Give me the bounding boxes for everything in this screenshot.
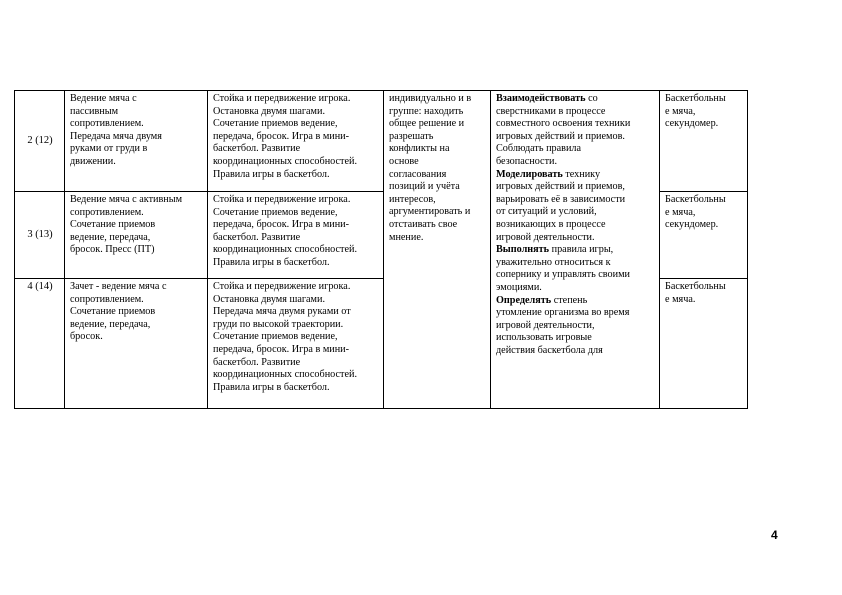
activity-line: Соблюдать правила (496, 143, 582, 155)
activity-line: Взаимодействовать со (496, 93, 598, 104)
basic-content-cell (208, 279, 384, 409)
equipment-cell (660, 91, 748, 192)
lesson-number-cell (15, 192, 65, 279)
basic-line: Стойка и передвижение игрока. (213, 194, 351, 205)
equipment-line: е мяча, (665, 105, 696, 117)
equipment-cell (660, 192, 748, 279)
activity-line: игровых действий и приемов, (496, 181, 625, 193)
basic-line: груди по высокой траектории. (213, 318, 344, 330)
communicative-uud-cell (384, 91, 491, 409)
lesson-number: 2 (12) (27, 134, 53, 146)
equipment-line: Баскетбольны (665, 93, 726, 104)
lesson-number: 4 (14) (27, 281, 53, 292)
lesson-number: 3 (13) (27, 228, 53, 240)
basic-line: координационных способностей. (213, 369, 357, 381)
basic-content-cell (208, 192, 384, 279)
activity-line: утомление организма во время (496, 307, 630, 319)
content-line: Ведение мяча с активным (70, 194, 183, 205)
communicative-line: общее решение и (389, 118, 465, 130)
basic-line: Сочетание приемов ведение, (213, 118, 338, 130)
communicative-line: конфликты на (389, 143, 450, 155)
content-line: ведение, передача, (70, 318, 151, 330)
basic-line: передача, бросок. Игра в мини- (213, 343, 350, 355)
basic-line: Правила игры в баскетбол. (213, 168, 330, 180)
content-line: Сочетание приемов (70, 219, 156, 231)
page-number: 4 (771, 528, 778, 542)
activity-line: действия баскетбола для (496, 344, 603, 356)
activity-line: игровой деятельности. (496, 231, 595, 243)
content-line: Зачет - ведение мяча с (70, 281, 167, 292)
content-line: бросок. Пресс (ПТ) (70, 244, 155, 256)
activity-line: игровых действий и приемов. (496, 130, 625, 142)
content-line: сопротивлением. (70, 206, 144, 218)
student-activity-cell (491, 91, 660, 409)
basic-line: баскетбол. Развитие (213, 143, 301, 155)
basic-line: Передача мяча двумя руками от (213, 306, 351, 318)
activity-line: игровой деятельности, (496, 319, 595, 331)
communicative-line: интересов, (389, 193, 436, 205)
equipment-line: секундомер. (665, 118, 719, 130)
activity-line: от ситуаций и условий, (496, 206, 597, 218)
content-line: Сочетание приемов (70, 306, 156, 318)
basic-line: координационных способностей. (213, 155, 357, 167)
activity-line: совместного освоения техники (496, 118, 631, 130)
lesson-content-cell (65, 192, 208, 279)
equipment-line: Баскетбольны (665, 194, 726, 205)
basic-line: Правила игры в баскетбол. (213, 256, 330, 268)
communicative-line: мнение. (389, 231, 424, 243)
lesson-content-cell (65, 279, 208, 409)
activity-line: сопернику и управлять своими (496, 269, 630, 281)
activity-line: Выполнять правила игры, (496, 244, 614, 256)
basic-line: Стойка и передвижение игрока. (213, 281, 351, 292)
basic-line: баскетбол. Развитие (213, 356, 301, 368)
basic-line: передача, бросок. Игра в мини- (213, 219, 350, 231)
lesson-number-cell (15, 91, 65, 192)
activity-line: эмоциями. (496, 281, 542, 293)
basic-line: Остановка двумя шагами. (213, 105, 325, 117)
activity-line: Определять степень (496, 294, 588, 306)
lesson-number-cell (15, 279, 65, 409)
communicative-line: аргументировать и (389, 206, 471, 218)
basic-line: координационных способностей. (213, 244, 357, 256)
activity-verb: Определять (496, 294, 552, 306)
content-line: сопротивлением. (70, 118, 144, 130)
communicative-line: индивидуально и в (389, 93, 472, 104)
basic-line: Правила игры в баскетбол. (213, 381, 330, 393)
communicative-line: основе (389, 155, 419, 167)
content-line: бросок. (70, 331, 103, 343)
basic-line: баскетбол. Развитие (213, 231, 301, 243)
table-row-2 (15, 91, 748, 192)
basic-line: Сочетание приемов ведение, (213, 206, 338, 218)
content-line: руками от груди в (70, 143, 148, 155)
content-line: Передача мяча двумя (70, 130, 162, 142)
content-line: ведение, передача, (70, 231, 151, 243)
activity-line: сверстниками в процессе (496, 105, 606, 117)
activity-verb: Взаимодействовать (496, 93, 586, 104)
activity-line: безопасности. (496, 155, 558, 167)
activity-line: уважительно относиться к (496, 256, 611, 268)
equipment-line: е мяча. (665, 293, 696, 305)
activity-verb: Моделировать (496, 168, 563, 180)
basic-line: Стойка и передвижение игрока. (213, 93, 351, 104)
lesson-content-cell (65, 91, 208, 192)
basic-line: передача, бросок. Игра в мини- (213, 130, 350, 142)
activity-line: использовать игровые (496, 332, 592, 344)
content-line: пассивным (70, 105, 119, 117)
basic-line: Остановка двумя шагами. (213, 293, 325, 305)
communicative-line: разрешать (389, 130, 434, 142)
communicative-line: группе: находить (389, 105, 464, 117)
equipment-line: е мяча, (665, 206, 696, 218)
activity-line: Моделировать технику (496, 168, 601, 180)
activity-line: возникающих в процессе (496, 218, 606, 230)
basic-content-cell (208, 91, 384, 192)
activity-line: варьировать её в зависимости (496, 193, 626, 205)
equipment-cell (660, 279, 748, 409)
communicative-line: согласования (389, 168, 447, 180)
content-line: Ведение мяча с (70, 93, 137, 104)
equipment-line: секундомер. (665, 219, 719, 231)
activity-verb: Выполнять (496, 244, 550, 256)
content-line: движении. (70, 155, 116, 167)
equipment-line: Баскетбольны (665, 281, 726, 292)
lesson-plan-table (14, 90, 748, 409)
basic-line: Сочетание приемов ведение, (213, 331, 338, 343)
content-line: сопротивлением. (70, 293, 144, 305)
communicative-line: позиций и учёта (389, 181, 460, 193)
communicative-line: отстаивать свое (389, 218, 458, 230)
